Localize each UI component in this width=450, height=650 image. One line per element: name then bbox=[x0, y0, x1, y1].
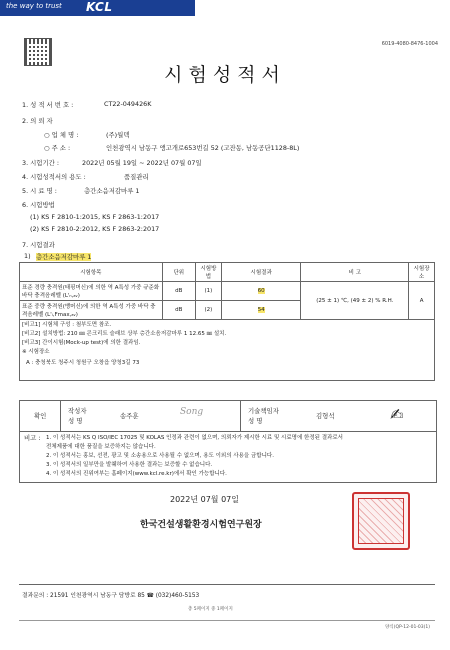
tech-name: 김형석 bbox=[316, 412, 335, 420]
sample-name: 층간소음저감마루 1 bbox=[84, 187, 140, 195]
method-2: (2) KS F 2810-2:2012, KS F 2863-2:2017 bbox=[30, 225, 160, 233]
divider bbox=[60, 401, 61, 431]
seal-pattern bbox=[358, 498, 404, 544]
client-label: 2. 의 뢰 자 bbox=[22, 117, 53, 125]
result-label: 7. 시험결과 bbox=[22, 241, 55, 249]
remark-cell: (25 ± 1) ℃, (49 ± 2) % R.H. bbox=[301, 282, 409, 320]
report-no: CT22-049426K bbox=[104, 100, 152, 108]
remarks-label: 비고 : bbox=[24, 434, 41, 442]
remark-line-5: 4. 이 성적서의 진위여부는 홈페이지(www.kcl.re.kr)에서 확인 가능합니다. bbox=[46, 471, 227, 477]
signature-box bbox=[19, 400, 437, 432]
results-table bbox=[19, 262, 435, 381]
table-notes bbox=[20, 320, 435, 381]
row2-method: (2) bbox=[195, 301, 221, 320]
page-title: 시험성적서 bbox=[164, 64, 286, 86]
row2-result: 54 bbox=[257, 307, 265, 313]
method-1: (1) KS F 2810-1:2015, KS F 2863-1:2017 bbox=[30, 213, 160, 221]
remark-line-4: 3. 이 성적서의 일부만을 발췌하여 사용한 결과는 보증할 수 없습니다. bbox=[46, 462, 213, 468]
author-label-2: 성 명 bbox=[68, 417, 83, 425]
remark-line-3: 2. 이 성적서는 홍보, 선전, 광고 및 소송용으로 사용될 수 없으며, 용도 이외의 사용을 금합니다. bbox=[46, 453, 274, 459]
address: 인천광역시 남동구 앵고개로653번길 52 (고잔동, 남동공단1128-8L) bbox=[106, 144, 300, 152]
report-no-label: 1. 성 적 서 번 호 : bbox=[22, 101, 74, 109]
header-item: 시험항목 bbox=[20, 263, 163, 282]
company-name: (주)월덱 bbox=[106, 131, 130, 139]
result-sub-title bbox=[36, 252, 91, 261]
sample-label: 5. 시 료 명 : bbox=[22, 187, 57, 195]
author-label-1: 작성자 bbox=[68, 407, 87, 415]
row1-result-cell bbox=[221, 282, 301, 301]
kcl-logo: KCL bbox=[86, 0, 113, 14]
confirm-label: 확인 bbox=[34, 412, 47, 420]
row2-item: 표준 중량 충격원(뱅머신)에 의한 역 A특성 가중 바닥 충격음레벨 (L'ᵢ,Fmax,ₐᵥ) bbox=[20, 301, 163, 320]
inquiry-line: 결과문의 : 21591 인천광역시 남동구 담방로 85 ☎ (032)460-5153 bbox=[22, 593, 200, 599]
table-row bbox=[20, 282, 435, 301]
header-method: 시험방법 bbox=[195, 263, 221, 282]
tech-label-2: 성 명 bbox=[248, 417, 263, 425]
kcl-banner bbox=[0, 0, 195, 16]
row1-unit: dB bbox=[162, 282, 195, 301]
period-label: 3. 시험기간 : bbox=[22, 159, 60, 167]
banner-slogan: the way to trust bbox=[6, 2, 62, 10]
method-label: 6. 시험방법 bbox=[22, 201, 55, 209]
result-sub-prefix: 1) bbox=[24, 252, 31, 260]
remarks-box bbox=[19, 430, 437, 483]
page-count: 총 5페이지 중 1페이지 bbox=[188, 607, 233, 612]
issue-date: 2022년 07월 07일 bbox=[170, 495, 239, 504]
bottom-divider bbox=[19, 620, 435, 621]
company-label: ○ 업 체 명 : bbox=[44, 131, 79, 139]
result-sub-text: 층간소음저감마루 1 bbox=[36, 253, 92, 261]
purpose-label: 4. 시험성적서의 용도 : bbox=[22, 173, 86, 181]
table-notes-row bbox=[20, 320, 435, 381]
header-unit: 단위 bbox=[162, 263, 195, 282]
note-3: [비고3] 간이시험(Mock-up test)에 의한 결과임. bbox=[22, 340, 141, 346]
institute-name: 한국건설생활환경시험연구원장 bbox=[140, 520, 262, 530]
header-result: 시험결과 bbox=[221, 263, 301, 282]
period: 2022년 05월 19일 ~ 2022년 07월 07일 bbox=[82, 159, 202, 167]
header-remark: 비 고 bbox=[301, 263, 409, 282]
purpose: 품질관리 bbox=[124, 173, 149, 181]
row1-item: 표준 경량 충격원(태핑머신)에 의한 역 A특성 가중 규준화 바닥 충격음레벨 (L'ₙ,ₐᵥ) bbox=[20, 282, 163, 301]
header-place: 시험장소 bbox=[409, 263, 435, 282]
remark-line-1: 1. 이 성적서는 KS Q ISO/IEC 17025 및 KOLAS 인정과 관련이 없으며, 의뢰자가 제시한 시료 및 시료명에 한정된 결과로서 bbox=[46, 435, 343, 441]
row1-method: (1) bbox=[195, 282, 221, 301]
place-title: ※ 시험장소 bbox=[22, 349, 50, 355]
note-2: [비고2] 설치방법: 210 ㎜ 콘크리트 슬래브 상부 층간소음저감마루 1 12.65 ㎜ 설치. bbox=[22, 331, 227, 337]
row2-unit: dB bbox=[162, 301, 195, 320]
table-header-row bbox=[20, 263, 435, 282]
address-label: ○ 주 소 : bbox=[44, 144, 71, 152]
document-number: 6019-4080-8476-1004 bbox=[381, 41, 438, 47]
footer-divider bbox=[19, 584, 435, 585]
author-signature: Song bbox=[180, 407, 204, 417]
remark-line-2: 전체제품에 대한 품질을 보증하지는 않습니다. bbox=[46, 444, 156, 450]
note-1: [비고1] 시험체 구성 : 첨부도면 참조. bbox=[22, 322, 112, 328]
tech-label-1: 기술책임자 bbox=[248, 407, 279, 415]
official-seal-icon bbox=[352, 492, 410, 550]
form-number: 양식(QP-12-01-03(1) bbox=[385, 625, 431, 630]
row1-result: 60 bbox=[257, 288, 265, 294]
divider bbox=[240, 401, 241, 431]
tech-signature: ✍ bbox=[390, 405, 404, 424]
place-cell: A bbox=[409, 282, 435, 320]
author-name: 송주훈 bbox=[120, 412, 139, 420]
row2-result-cell bbox=[221, 301, 301, 320]
place-detail: A : 충청북도 청주시 청원구 오창읍 양청3길 73 bbox=[26, 360, 140, 366]
